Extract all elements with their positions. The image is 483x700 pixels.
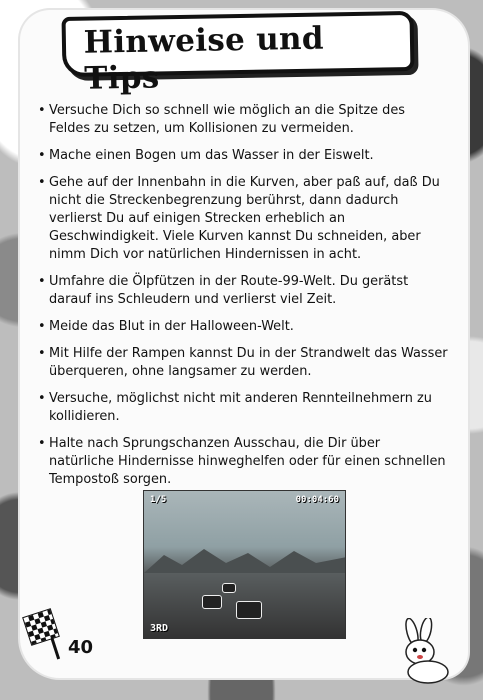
bullet-icon: •	[38, 319, 46, 334]
bullet-icon: •	[38, 391, 46, 406]
tip-text: Mit Hilfe der Rampen kannst Du in der Strandwelt das Wasser überqueren, ohne langsamer zu werden.	[49, 346, 448, 379]
player-kart-icon	[236, 601, 262, 619]
list-item	[38, 174, 448, 264]
list-item	[38, 345, 448, 381]
tips-list	[38, 102, 448, 498]
hud-race-position: 3RD	[150, 623, 169, 634]
bullet-icon: •	[38, 274, 46, 289]
tip-text: Gehe auf der Innenbahn in die Kurven, aber paß auf, daß Du nicht die Streckenbegrenzung berührst, dann dadurch verlierst Du auf einigen Strecken erheblich an Geschwindigkeit. Viele Kurven kannst Du schneiden, aber nimm Dich vor natürlichen Hindernissen in acht.	[49, 175, 440, 262]
mountain-range-icon	[144, 543, 346, 573]
bullet-icon: •	[38, 175, 46, 190]
list-item	[38, 435, 448, 489]
tip-text: Versuche, möglichst nicht mit anderen Rennteilnehmern zu kollidieren.	[49, 391, 432, 424]
kart-icon	[222, 583, 236, 593]
tip-text: Umfahre die Ölpfützen in der Route-99-Welt. Du gerätst darauf ins Schleudern und verlierst viel Zeit.	[49, 274, 409, 307]
tip-text: Halte nach Sprungschanzen Ausschau, die Dir über natürliche Hindernisse hinweghelfen oder für einen schnellen Tempostoß sorgen.	[49, 436, 446, 487]
tip-text: Meide das Blut in der Halloween-Welt.	[49, 319, 294, 334]
tip-text: Versuche Dich so schnell wie möglich an die Spitze des Feldes zu setzen, um Kollisionen zu vermeiden.	[49, 103, 405, 136]
game-screenshot	[143, 490, 346, 639]
bullet-icon: •	[38, 346, 46, 361]
list-item	[38, 273, 448, 309]
tip-text: Mache einen Bogen um das Wasser in der Eiswelt.	[49, 148, 374, 163]
hud-race-time: 00:04:60	[295, 495, 339, 505]
page-number: 40	[68, 637, 94, 658]
list-item	[38, 147, 448, 165]
bullet-icon: •	[38, 148, 46, 163]
bullet-icon: •	[38, 436, 46, 451]
list-item	[38, 390, 448, 426]
list-item	[38, 318, 448, 336]
kart-icon	[202, 595, 222, 609]
hud-lap-counter: 1/5	[150, 495, 167, 505]
page-title: Hinweise und Tips	[83, 20, 325, 97]
list-item	[38, 102, 448, 138]
bullet-icon: •	[38, 103, 46, 118]
rabbit-mascot-icon	[392, 618, 454, 684]
